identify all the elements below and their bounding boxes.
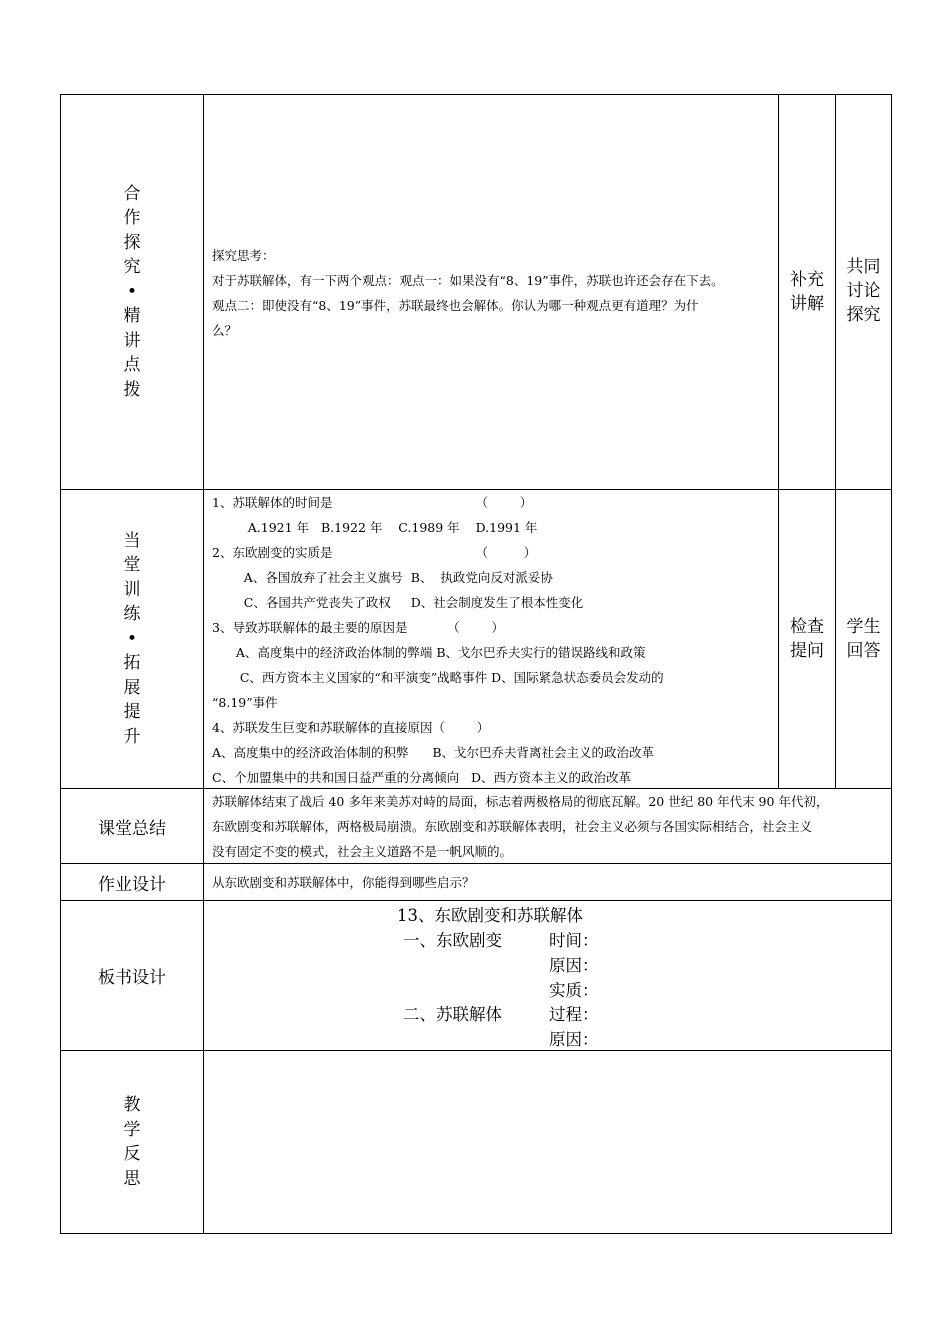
- row1-label-char: •: [126, 281, 138, 302]
- row1-content: [203, 94, 779, 490]
- row1-label-char: 合: [123, 183, 141, 204]
- reflection-label-char: 思: [123, 1168, 141, 1189]
- summary-line: 东欧剧变和苏联解体，两格极局崩溃。东欧剧变和苏联解体表明，社会主义必须与各国实际相结合，社会主义: [212, 819, 813, 834]
- summary-content: [203, 788, 892, 864]
- exercise-line: C、西方资本主义国家的“和平演变”战略事件 D、国际紧急状态委员会发动的: [212, 670, 664, 685]
- homework-label-text: 作业设计: [98, 874, 166, 895]
- board-item: 原因：: [549, 956, 599, 975]
- row1-label-char: 精: [123, 306, 141, 327]
- row1-student-activity: [835, 94, 892, 490]
- board-design-content: [203, 900, 892, 1051]
- row1-label-char: 拨: [123, 379, 141, 400]
- row2-content: [203, 489, 779, 789]
- homework-text: 从东欧剧变和苏联解体中，你能得到哪些启示？: [212, 875, 475, 890]
- exercise-line: A、高度集中的经济政治体制的弊端 B、戈尔巴乔夫实行的错误路线和政策: [212, 645, 646, 660]
- row2-label-char: 拓: [123, 653, 141, 674]
- teacher-activity-text: 补充: [790, 270, 824, 290]
- row2-label-char: 展: [123, 677, 141, 698]
- row2-label: [60, 489, 204, 789]
- reflection-label-char: 教: [123, 1095, 141, 1115]
- exercise-line: C、个加盟集中的共和国日益严重的分离倾向 D、西方资本主义的政治改革: [212, 770, 632, 785]
- exercise-line: “8.19”事件: [212, 695, 278, 710]
- row2-teacher-activity: [778, 489, 836, 789]
- summary-line: 苏联解体结束了战后 40 多年来美苏对峙的局面，标志着两极格局的彻底瓦解。20 世纪 80 年代末 90 年代初，: [212, 794, 829, 809]
- reflection-label-char: 反: [123, 1144, 141, 1164]
- homework-label: [60, 863, 204, 901]
- teacher-activity-text: 检查: [790, 617, 824, 637]
- exercise-line: 2、东欧剧变的实质是 （ ）: [212, 545, 537, 560]
- student-activity-text: 回答: [846, 641, 881, 661]
- row1-label: [60, 94, 204, 490]
- row2-student-activity: [835, 489, 892, 789]
- student-activity-text: 讨论: [846, 281, 881, 301]
- exercise-line: 1、苏联解体的时间是 （ ）: [212, 495, 533, 510]
- row2-label-char: 升: [123, 726, 141, 747]
- row1-label-char: 讲: [123, 330, 141, 351]
- summary-label-text: 课堂总结: [98, 818, 166, 839]
- row1-label-char: 作: [123, 208, 141, 229]
- homework-content: [203, 863, 892, 901]
- inquiry-line: 对于苏联解体，有一下两个观点：观点一：如果没有“8、19”事件，苏联也许还会存在下去。: [212, 273, 724, 288]
- board-design-label: [60, 900, 204, 1051]
- board-title: 13、东欧剧变和苏联解体: [397, 906, 583, 925]
- board-design-label-text: 板书设计: [98, 968, 166, 988]
- reflection-content[interactable]: [203, 1050, 892, 1234]
- exercise-line: 4、苏联发生巨变和苏联解体的直接原因（ ）: [212, 720, 490, 735]
- exercise-line: C、各国共产党丧失了政权 D、社会制度发生了根本性变化: [212, 595, 584, 610]
- student-activity-text: 探究: [846, 305, 881, 325]
- student-activity-text: 共同: [846, 257, 881, 277]
- inquiry-line: 么？: [212, 323, 238, 338]
- row1-teacher-activity: [778, 94, 836, 490]
- inquiry-line: 观点二：即使没有“8、19”事件，苏联最终也会解体。你认为哪一种观点更有道理？为什: [212, 298, 699, 313]
- exercise-line: A、各国放弃了社会主义旗号 B、 执政党向反对派妥协: [212, 570, 553, 585]
- teacher-activity-text: 提问: [790, 641, 824, 661]
- row2-label-char: •: [126, 628, 138, 649]
- reflection-label-char: 学: [123, 1119, 141, 1140]
- board-section-2: 二、苏联解体: [403, 1005, 502, 1024]
- row1-label-char: 究: [123, 257, 141, 278]
- row1-label-char: 探: [123, 232, 141, 253]
- board-section-1: 一、东欧剧变: [403, 931, 502, 950]
- exercise-line: A.1921 年 B.1922 年 C.1989 年 D.1991 年: [212, 520, 538, 535]
- board-item: 过程：: [549, 1005, 599, 1024]
- row1-label-char: 点: [123, 355, 141, 376]
- board-item: 实质：: [549, 981, 599, 1000]
- summary-label: [60, 788, 204, 864]
- summary-line: 没有固定不变的模式，社会主义道路不是一帆风顺的。: [212, 844, 513, 859]
- student-activity-text: 学生: [846, 617, 881, 637]
- row2-label-char: 当: [123, 530, 141, 551]
- inquiry-heading: 探究思考：: [212, 248, 275, 263]
- board-item: 原因：: [549, 1030, 599, 1049]
- row2-label-char: 堂: [123, 555, 141, 576]
- teacher-activity-text: 讲解: [790, 294, 824, 314]
- exercise-line: 3、导致苏联解体的最主要的原因是 （ ）: [212, 620, 504, 635]
- reflection-label: [60, 1050, 204, 1234]
- row2-label-char: 提: [123, 702, 141, 723]
- row2-label-char: 训: [123, 579, 141, 600]
- exercise-line: A、高度集中的经济政治体制的积弊 B、戈尔巴乔夫背离社会主义的政治改革: [212, 745, 655, 760]
- board-item: 时间：: [549, 931, 599, 950]
- row2-label-char: 练: [123, 604, 141, 625]
